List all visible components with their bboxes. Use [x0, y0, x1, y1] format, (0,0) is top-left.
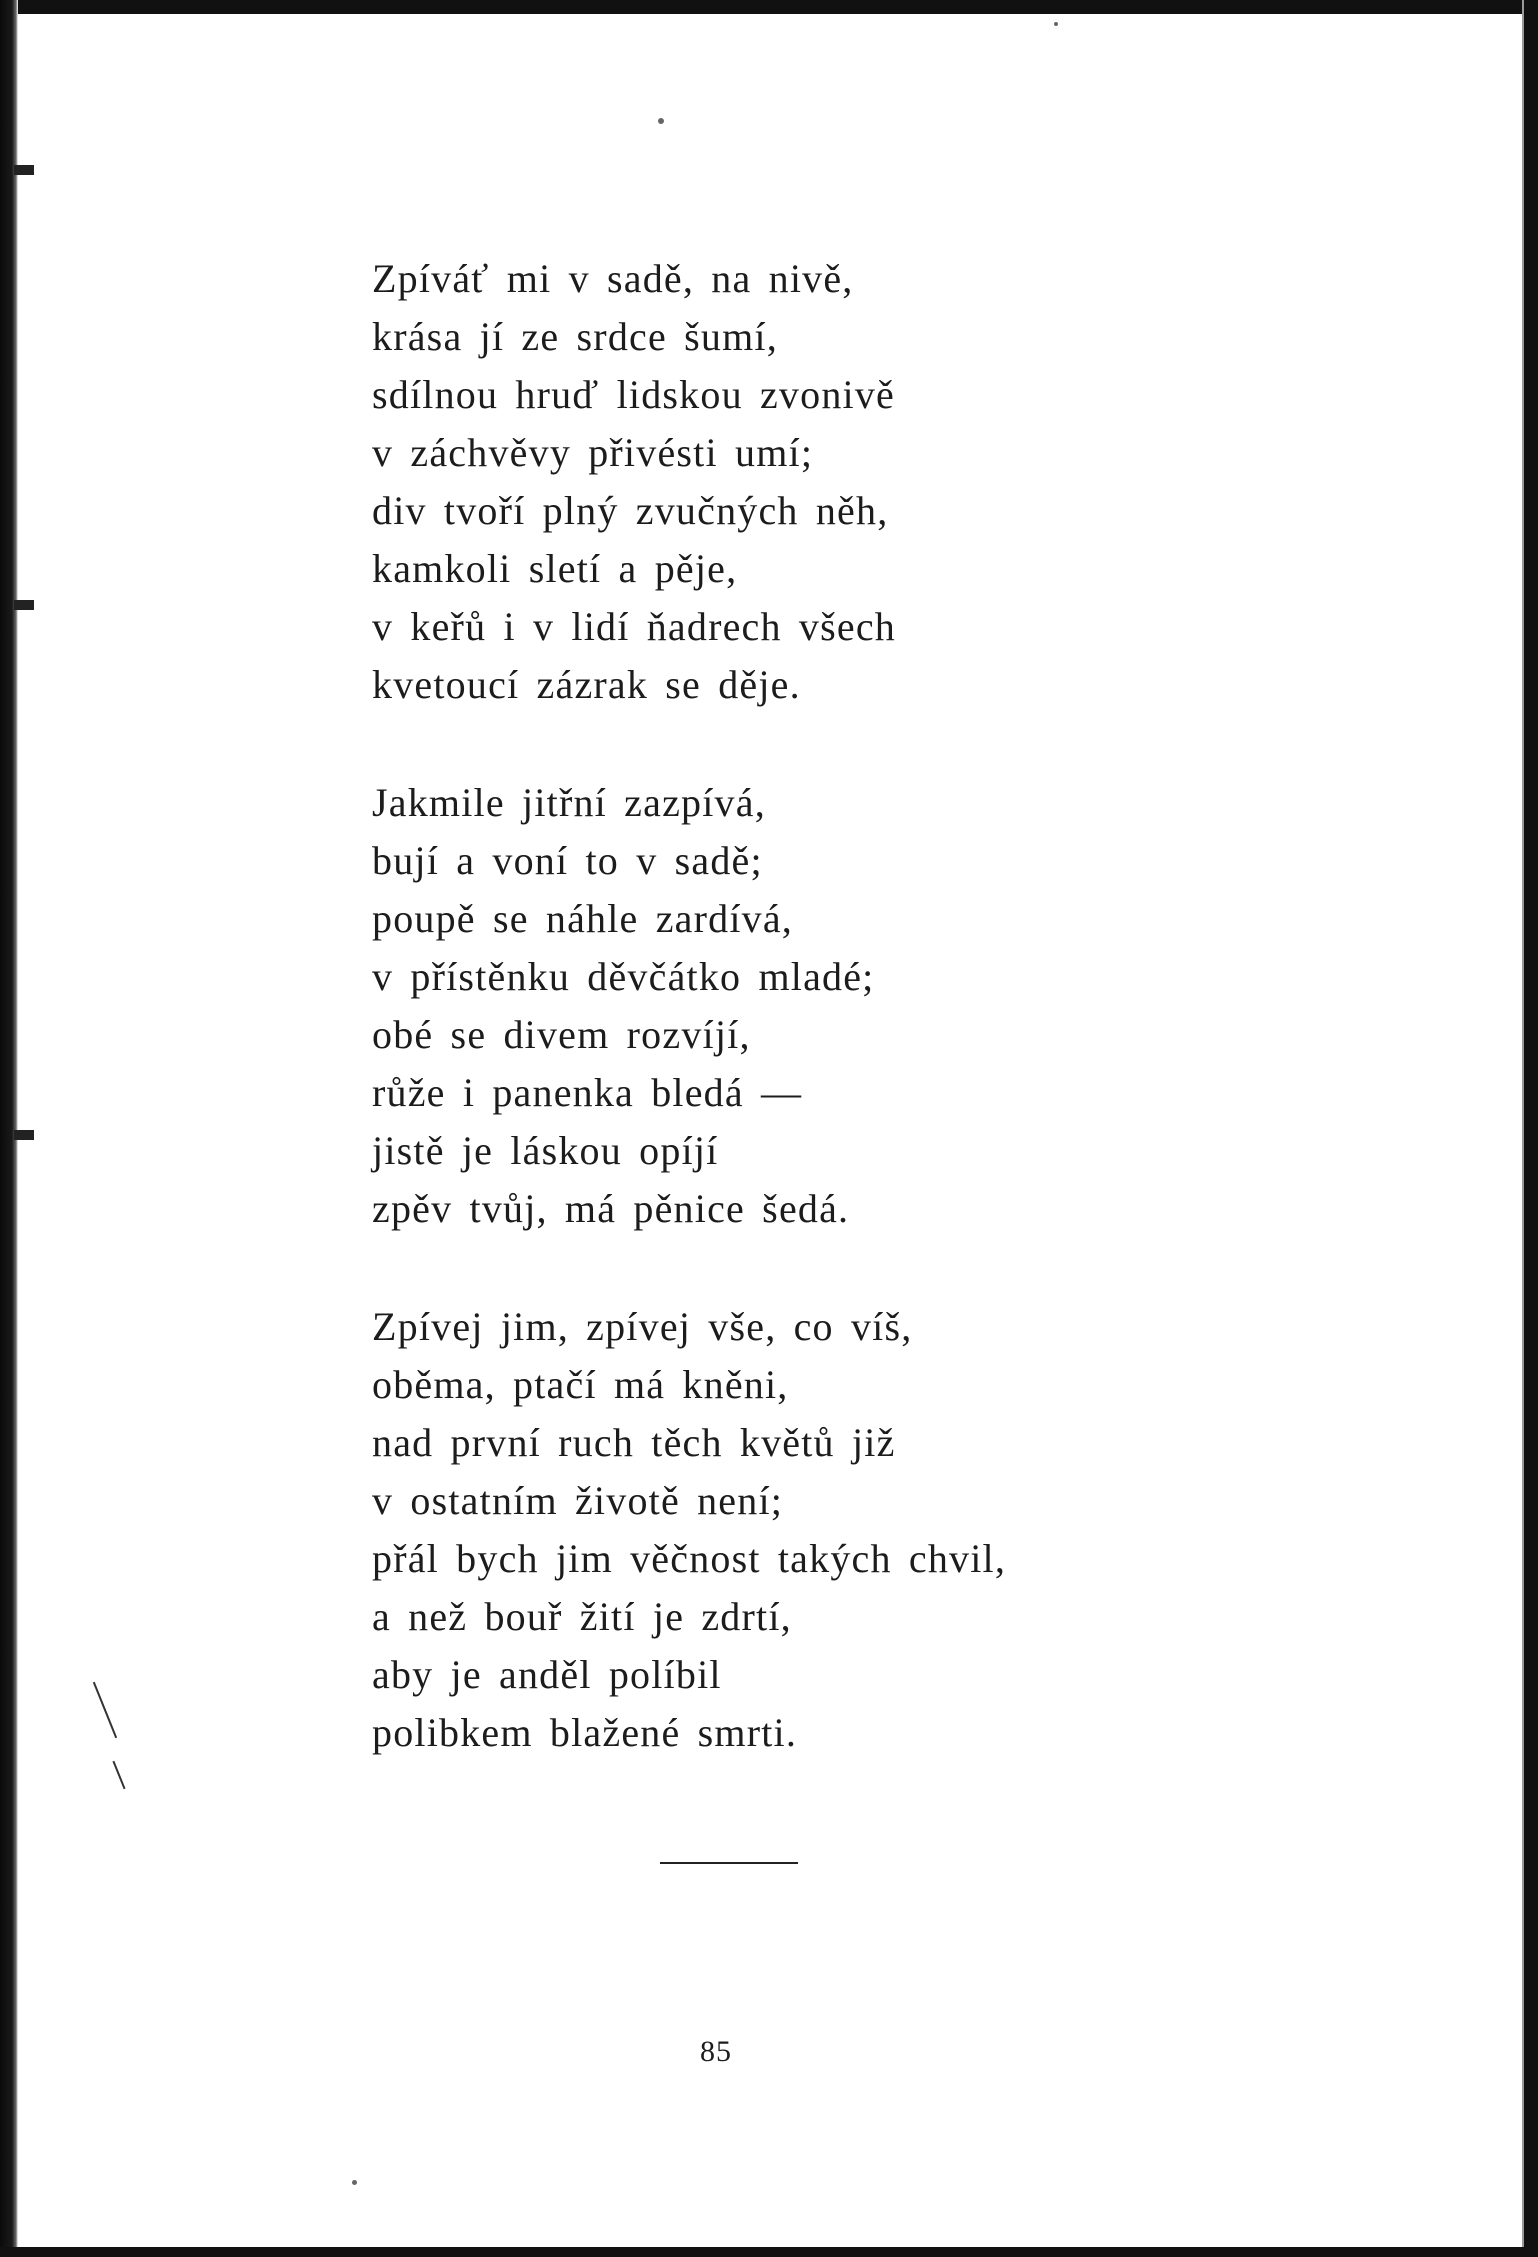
- scan-mark: [112, 1761, 125, 1790]
- poem-line: v přístěnku děvčátko mladé;: [372, 954, 875, 999]
- scan-notch: [14, 165, 34, 175]
- poem: [372, 250, 1272, 1822]
- scan-border-top: [0, 0, 1538, 14]
- scan-border-right: [1524, 0, 1538, 2257]
- stanza-1: [372, 250, 1272, 714]
- poem-line: sdílnou hruď lidskou zvonivě: [372, 372, 895, 417]
- poem-line: Zpívej jim, zpívej vše, co víš,: [372, 1304, 913, 1349]
- page-number: 85: [700, 2035, 732, 2068]
- scan-mark: [93, 1682, 117, 1738]
- scan-border-left: [0, 0, 18, 2257]
- poem-line: poupě se náhle zardívá,: [372, 896, 793, 941]
- poem-line: a než bouř žití je zdrtí,: [372, 1594, 792, 1639]
- poem-line: polibkem blažené smrti.: [372, 1710, 798, 1755]
- scan-border-bottom: [0, 2247, 1538, 2257]
- scan-notch: [14, 600, 34, 610]
- poem-line: div tvoří plný zvučných něh,: [372, 488, 889, 533]
- poem-line: Jakmile jitřní zazpívá,: [372, 780, 766, 825]
- end-rule: [660, 1862, 798, 1864]
- poem-line: krása jí ze srdce šumí,: [372, 314, 778, 359]
- poem-line: aby je anděl políbil: [372, 1652, 722, 1697]
- poem-line: přál bych jim věčnost takých chvil,: [372, 1536, 1007, 1581]
- scan-notch: [14, 1130, 34, 1140]
- poem-line: Zpíváť mi v sadě, na nivě,: [372, 256, 854, 301]
- poem-line: obé se divem rozvíjí,: [372, 1012, 751, 1057]
- poem-line: zpěv tvůj, má pěnice šedá.: [372, 1186, 850, 1231]
- poem-line: jistě je láskou opíjí: [372, 1128, 719, 1173]
- stanza-3: [372, 1298, 1272, 1762]
- dust-speck: [352, 2180, 357, 2185]
- poem-line: v záchvěvy přivésti umí;: [372, 430, 814, 475]
- poem-line: kvetoucí zázrak se děje.: [372, 662, 801, 707]
- dust-speck: [658, 118, 664, 124]
- stanza-2: [372, 774, 1272, 1238]
- scan-border-right-inner: [1522, 0, 1524, 2257]
- dust-speck: [1054, 22, 1058, 26]
- poem-line: v keřů i v lidí ňadrech všech: [372, 604, 896, 649]
- poem-line: bují a voní to v sadě;: [372, 838, 763, 883]
- poem-line: oběma, ptačí má kněni,: [372, 1362, 789, 1407]
- poem-line: nad první ruch těch květů již: [372, 1420, 896, 1465]
- poem-line: růže i panenka bledá —: [372, 1070, 803, 1115]
- poem-line: kamkoli sletí a pěje,: [372, 546, 738, 591]
- poem-line: v ostatním životě není;: [372, 1478, 784, 1523]
